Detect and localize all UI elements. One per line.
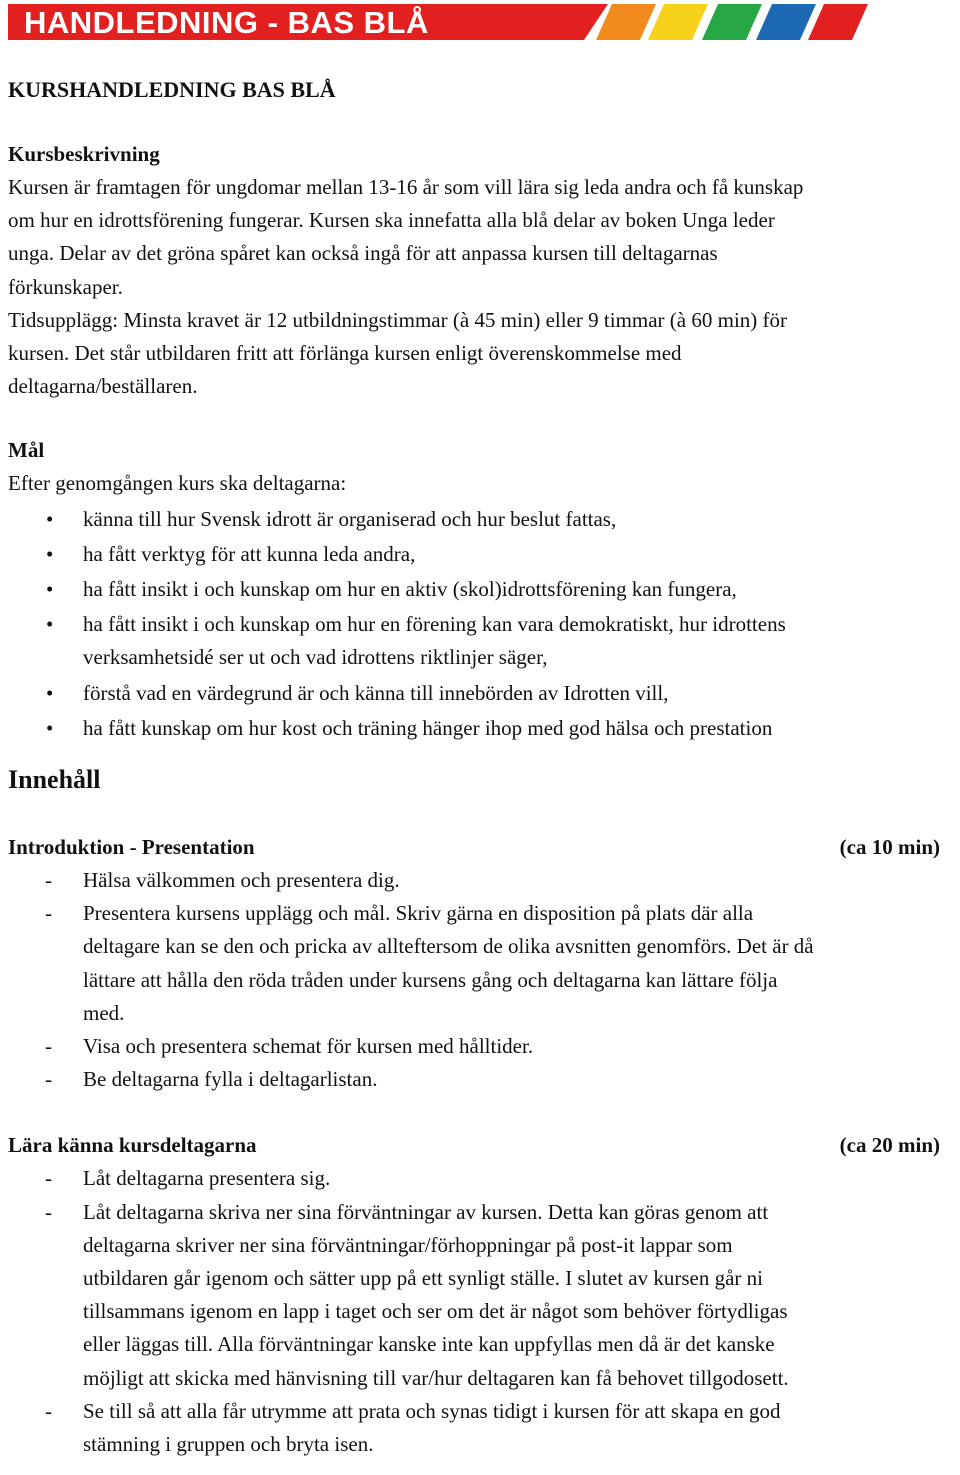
section-dash-list [8,1162,954,1461]
section-item-line: Hälsa välkommen och presentera dig. [83,868,400,893]
section-item-line: Visa och presentera schemat för kursen med hålltider. [83,1034,534,1059]
bullet-icon: • [46,577,54,602]
section-item-line: eller läggas till. Alla förväntningar kanske inte kan uppfyllas men då är det kanske [83,1332,775,1357]
section-item-line: Se till så att alla får utrymme att prata och synas tidigt i kursen för att skapa en god [83,1398,781,1423]
section-item-line: Låt deltagarna skriva ner sina förväntningar av kursen. Detta kan göras genom att [83,1199,769,1224]
section-title: Introduktion - Presentation [8,835,255,860]
mal-list-item [8,712,954,745]
innehall-heading: Innehåll [8,765,101,795]
section-list-item [8,1395,954,1461]
section-list-item [8,864,954,897]
dash-icon: - [45,1166,52,1191]
section-list-item [8,1063,954,1096]
kursbeskrivning-text [8,171,954,403]
section-item-line: lättare att hålla den röda tråden under kursens gång och deltagarna kan lättare följa [83,967,778,992]
section-list-item [8,1196,954,1395]
dash-icon: - [45,1034,52,1059]
banner-stripe-yellow [648,4,708,40]
mal-item-line: ha fått insikt i och kunskap om hur en aktiv (skol)idrottsförening kan fungera, [83,577,737,602]
section-item-line: utbildaren går igenom och sätter upp på ett synligt ställe. I slutet av kursen går ni [83,1266,763,1291]
mal-list-item [8,538,954,571]
section-duration: (ca 10 min) [839,835,940,860]
mal-item-line: ha fått verktyg för att kunna leda andra, [83,541,416,566]
section-list-item [8,897,954,1030]
mal-list-item [8,573,954,606]
mal-item-line: ha fått insikt i och kunskap om hur en förening kan vara demokratiskt, hur idrottens [83,612,786,637]
mal-item-line: känna till hur Svensk idrott är organiserad och hur beslut fattas, [83,506,617,531]
kursbeskrivning-line: Tidsupplägg: Minsta kravet är 12 utbildningstimmar (à 45 min) eller 9 timmar (à 60 min) för [8,307,788,332]
section-item-line: Presentera kursens upplägg och mål. Skriv gärna en disposition på plats där alla [83,901,754,926]
document-title: KURSHANDLEDNING BAS BLÅ [8,77,336,102]
section-title: Lära känna kursdeltagarna [8,1133,257,1158]
section-item-line: möjligt att skicka med hänvisning till var/hur deltagaren kan få behovet tillgodosett. [83,1365,789,1390]
bullet-icon: • [46,506,54,531]
bullet-icon: • [46,541,54,566]
kursbeskrivning-line: Kursen är framtagen för ungdomar mellan 13-16 år som vill lära sig leda andra och få kunskap [8,175,804,199]
section-spacer [8,1096,954,1129]
mal-item-line: ha fått kunskap om hur kost och träning hänger ihop med god hälsa och prestation [83,715,773,740]
dash-icon: - [45,1398,52,1423]
mal-intro: Efter genomgången kurs ska deltagarna: [8,471,347,496]
bullet-icon: • [46,680,54,705]
section-dash-list [8,864,954,1096]
section-item-line: deltagare kan se den och pricka av allteftersom de olika avsnitten genomförs. Det är då [83,934,814,959]
mal-list-item [8,503,954,536]
section-item-line: Låt deltagarna presentera sig. [83,1166,331,1191]
mal-item-line: verksamhetsidé ser ut och vad idrottens riktlinjer säger, [83,645,548,670]
section-list-item [8,1162,954,1195]
mal-item-line: förstå vad en värdegrund är och känna till innebörden av Idrotten vill, [83,680,669,705]
mal-bullet-list [8,503,954,745]
banner-stripe-orange [596,4,656,40]
kursbeskrivning-heading: Kursbeskrivning [8,142,160,166]
banner-title: HANDLEDNING - BAS BLÅ [24,5,429,40]
banner-stripe-blue [756,4,816,40]
section-item-line: Be deltagarna fylla i deltagarlistan. [83,1067,378,1092]
banner-stripe-green [702,4,762,40]
bullet-icon: • [46,715,54,740]
header-banner [8,4,956,40]
kursbeskrivning-line: kursen. Det står utbildaren fritt att förlänga kursen enligt överenskommelse med [8,341,682,366]
section-item-line: deltagarna skriver ner sina förväntningar/förhoppningar på post-it lappar som [83,1232,733,1257]
dash-icon: - [45,1199,52,1224]
section-duration: (ca 20 min) [839,1133,940,1158]
bullet-icon: • [46,612,54,637]
section-heading-row [8,1129,940,1162]
kursbeskrivning-line: deltagarna/beställaren. [8,374,198,399]
innehall-sections [8,799,954,1461]
kursbeskrivning-line: förkunskaper. [8,274,123,299]
dash-icon: - [45,1067,52,1092]
mal-list-item [8,677,954,710]
document-body [8,70,954,1461]
section-list-item [8,1030,954,1063]
banner-stripe-red [808,4,868,40]
section-item-line: med. [83,1000,125,1025]
dash-icon: - [45,868,52,893]
section-heading-row [8,831,940,864]
mal-list-item [8,608,954,674]
section-item-line: tillsammans igenom en lapp i taget och ser om det är något som behöver förtydligas [83,1299,788,1324]
kursbeskrivning-line: om hur en idrottsförening fungerar. Kursen ska innefatta alla blå delar av boken Unga leder [8,208,775,233]
section-spacer [8,799,954,831]
dash-icon: - [45,901,52,926]
mal-heading: Mål [8,438,45,463]
section-item-line: stämning i gruppen och bryta isen. [83,1432,374,1457]
kursbeskrivning-line: unga. Delar av det gröna spåret kan också ingå för att anpassa kursen till deltagarnas [8,241,718,266]
